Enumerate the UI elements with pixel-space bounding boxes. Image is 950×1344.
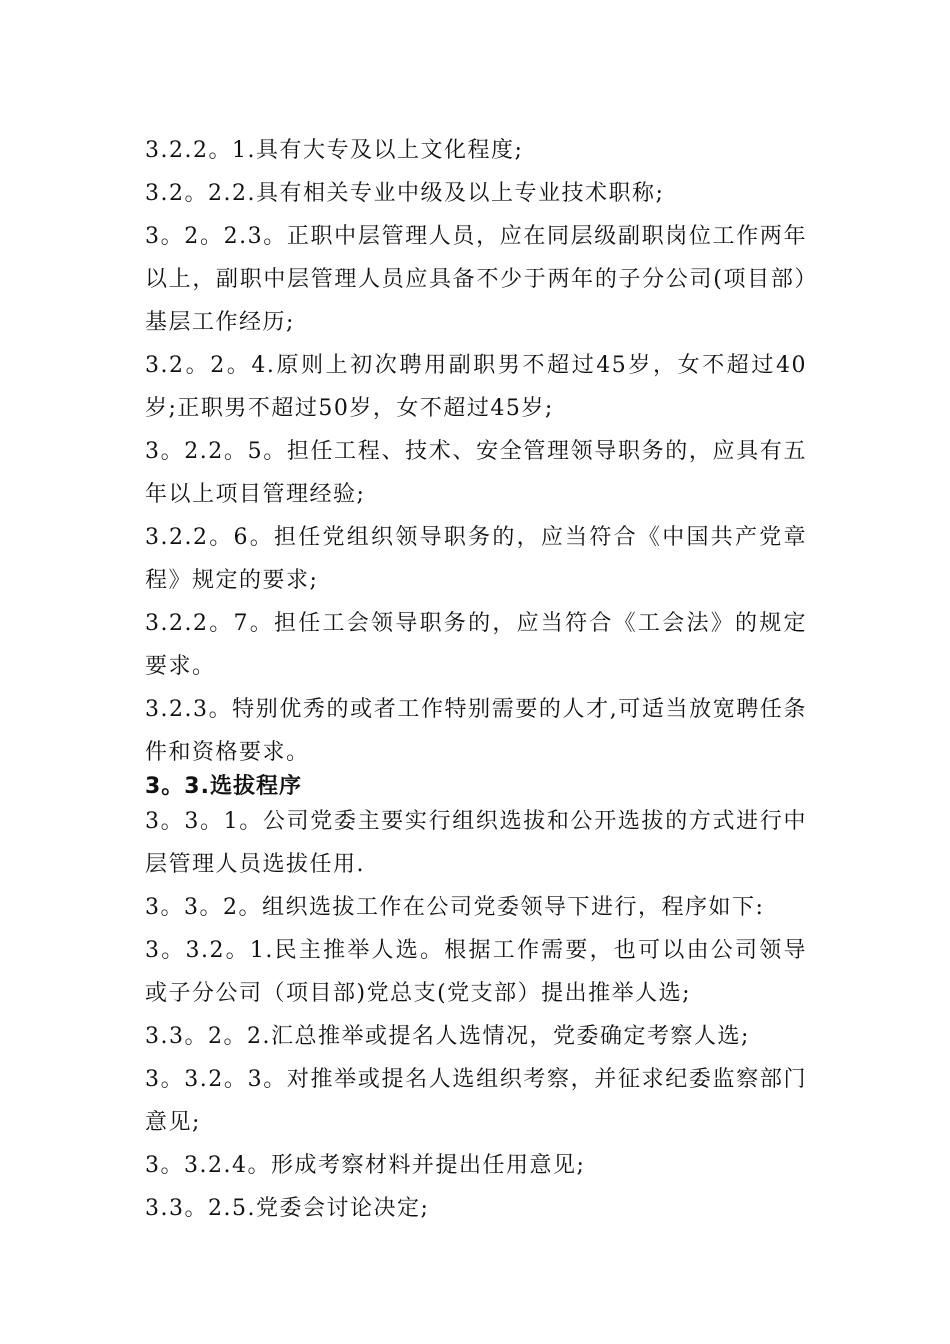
- clause-3-2-2-4: 3.2。2。4.原则上初次聘用副职男不超过45岁，女不超过40岁;正职男不超过50岁，女不超过45岁;: [145, 353, 807, 421]
- clause-3-3-1: 3。3。1。公司党委主要实行组织选拔和公开选拔的方式进行中层管理人员选拔任用.: [145, 809, 807, 877]
- clause-3-3-2-4: 3。3.2.4。形成考察材料并提出任用意见;: [145, 1153, 586, 1178]
- document-body: [145, 129, 807, 1230]
- clause-3-3-2-2: 3.3。2。2.汇总推举或提名人选情况，党委确定考察人选;: [145, 1024, 750, 1049]
- clause-3-3-2: 3。3。2。组织选拔工作在公司党委领导下进行，程序如下:: [145, 895, 765, 920]
- clause-3-2-2-1: 3.2.2。1.具有大专及以上文化程度;: [145, 138, 524, 163]
- clause-3-3-2-5: 3.3。2.5.党委会讨论决定;: [145, 1196, 430, 1221]
- clause-3-2-2-3: 3。2。2.3。正职中层管理人员，应在同层级副职岗位工作两年以上，副职中层管理人员应具备不少于两年的子分公司(项目部）基层工作经历;: [145, 224, 807, 335]
- clause-3-2-2-6: 3.2.2。6。担任党组织领导职务的，应当符合《中国共产党章程》规定的要求;: [145, 525, 807, 593]
- clause-3-2-3: 3.2.3。特别优秀的或者工作特别需要的人才,可适当放宽聘任条件和资格要求。: [145, 697, 807, 765]
- clause-3-2-2-2: 3.2。2.2.具有相关专业中级及以上专业技术职称;: [145, 181, 665, 206]
- clause-3-2-2-5: 3。2.2。5。担任工程、技术、安全管理领导职务的，应具有五年以上项目管理经验;: [145, 439, 807, 507]
- clause-3-3-2-3: 3。3.2。3。对推举或提名人选组织考察，并征求纪委监察部门意见;: [145, 1067, 807, 1135]
- clause-3-3-2-1: 3。3.2。1.民主推举人选。根据工作需要，也可以由公司领导或子分公司（项目部)党总支(党支部）提出推举人选;: [145, 938, 807, 1006]
- section-heading-3-3: 3。3.选拔程序: [145, 774, 302, 799]
- clause-3-2-2-7: 3.2.2。7。担任工会领导职务的，应当符合《工会法》的规定要求。: [145, 611, 807, 679]
